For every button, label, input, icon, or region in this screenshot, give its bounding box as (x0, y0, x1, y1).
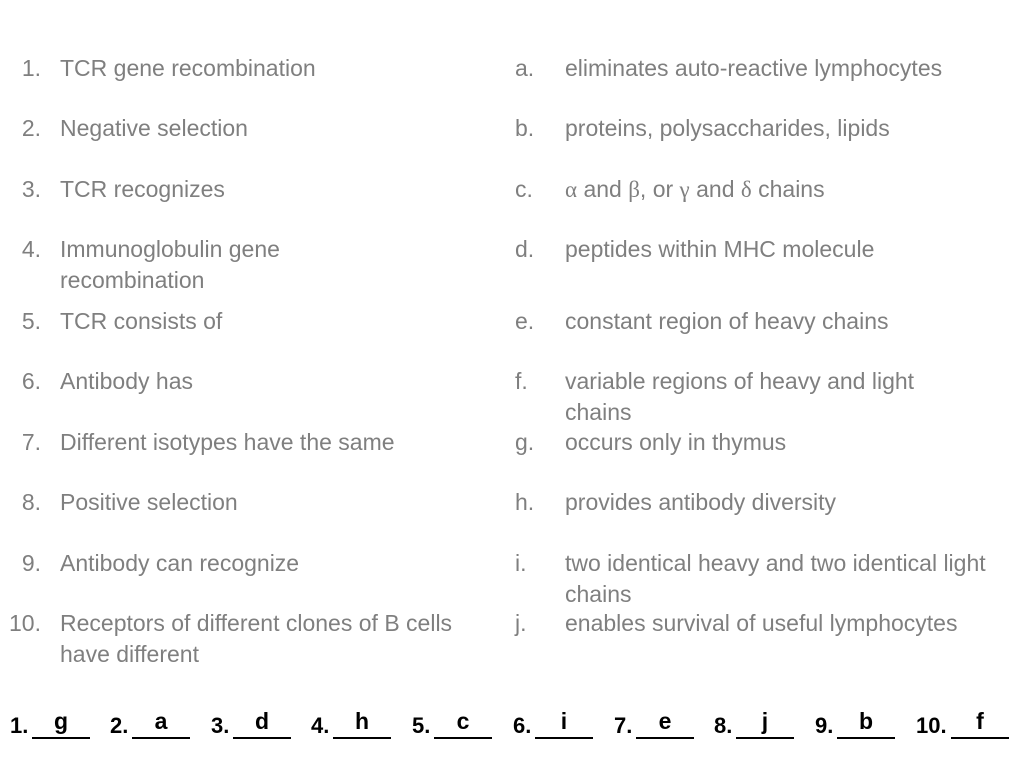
left-item-text: Negative selection (60, 115, 248, 141)
right-item-text: occurs only in thymus (565, 429, 787, 455)
left-item-number: 8. (21, 489, 41, 515)
left-item-text: TCR gene recombination (60, 55, 316, 81)
left-item-number: 2. (21, 115, 41, 141)
left-item-number: 1. (21, 55, 41, 81)
left-item-number: 3. (21, 176, 41, 202)
answer-blank[interactable] (837, 737, 895, 739)
right-item-text: eliminates auto-reactive lymphocytes (565, 55, 943, 81)
left-item-number: 5. (21, 308, 41, 334)
right-item-letter: f. (515, 368, 528, 394)
alpha-symbol: α (565, 177, 578, 202)
answer-blank[interactable] (32, 737, 90, 739)
answer-blank[interactable] (434, 737, 492, 739)
right-item-text: enables survival of useful lymphocytes (565, 610, 958, 636)
answer-label: 10. (916, 713, 947, 738)
left-item-text: TCR recognizes (60, 176, 225, 202)
left-item-text: Immunoglobulin gene recombination (60, 236, 280, 293)
gamma-symbol: γ (679, 177, 690, 202)
left-item-number: 9. (21, 550, 41, 576)
answer-label: 7. (614, 713, 633, 738)
answer-value: d (254, 708, 270, 734)
right-item-letter: h. (515, 489, 535, 515)
answer-label: 9. (815, 713, 834, 738)
left-item-number: 7. (21, 429, 41, 455)
right-item-text: constant region of heavy chains (565, 308, 889, 334)
answer-value: a (154, 708, 168, 734)
left-item-text: Positive selection (60, 489, 238, 515)
answer-value: e (658, 708, 672, 734)
right-item-letter: j. (515, 610, 527, 636)
text-segment: and (577, 176, 629, 202)
right-item-text: peptides within MHC molecule (565, 236, 875, 262)
left-item-text: TCR consists of (60, 308, 223, 334)
answer-value: b (858, 708, 874, 734)
left-item-text: Antibody has (60, 368, 193, 394)
answer-label: 3. (211, 713, 230, 738)
answer-label: 4. (311, 713, 330, 738)
right-item-letter: c. (515, 176, 533, 202)
beta-symbol: β (628, 177, 640, 202)
delta-symbol: δ (740, 177, 752, 202)
right-item-text (565, 174, 1015, 205)
left-item-number: 6. (21, 368, 41, 394)
answer-blank[interactable] (233, 737, 291, 739)
answer-value: h (354, 708, 370, 734)
left-item-text: Antibody can recognize (60, 550, 300, 576)
answer-value: j (761, 708, 769, 734)
answer-value: f (976, 708, 984, 734)
answer-label: 5. (412, 713, 431, 738)
answer-blank[interactable] (636, 737, 694, 739)
answer-value: g (53, 708, 69, 734)
right-item-text: variable regions of heavy and light chains (565, 368, 915, 425)
answer-row (0, 700, 1024, 750)
right-item-letter: g. (515, 429, 535, 455)
answer-blank[interactable] (951, 737, 1009, 739)
answer-label: 2. (110, 713, 129, 738)
text-segment: chains (751, 176, 825, 202)
left-item-text: Receptors of different clones of B cells have different (60, 610, 453, 667)
answer-blank[interactable] (736, 737, 794, 739)
right-item-letter: b. (515, 115, 535, 141)
answer-blank[interactable] (333, 737, 391, 739)
text-segment: and (689, 176, 741, 202)
answer-blank[interactable] (535, 737, 593, 739)
answer-value: i (560, 708, 568, 734)
left-item-number: 10. (9, 610, 41, 636)
left-item-text: Different isotypes have the same (60, 429, 395, 455)
right-item-letter: i. (515, 550, 527, 576)
text-segment: , or (639, 176, 680, 202)
right-item-letter: d. (515, 236, 535, 262)
answer-value: c (456, 708, 470, 734)
answer-blank[interactable] (132, 737, 190, 739)
right-item-text: two identical heavy and two identical light chains (565, 550, 986, 607)
left-item-number: 4. (21, 236, 41, 262)
answer-label: 6. (513, 713, 532, 738)
right-item-letter: a. (515, 55, 535, 81)
right-item-text: proteins, polysaccharides, lipids (565, 115, 890, 141)
right-item-letter: e. (515, 308, 535, 334)
answer-label: 1. (10, 713, 29, 738)
answer-label: 8. (714, 713, 733, 738)
right-item-text: provides antibody diversity (565, 489, 837, 515)
